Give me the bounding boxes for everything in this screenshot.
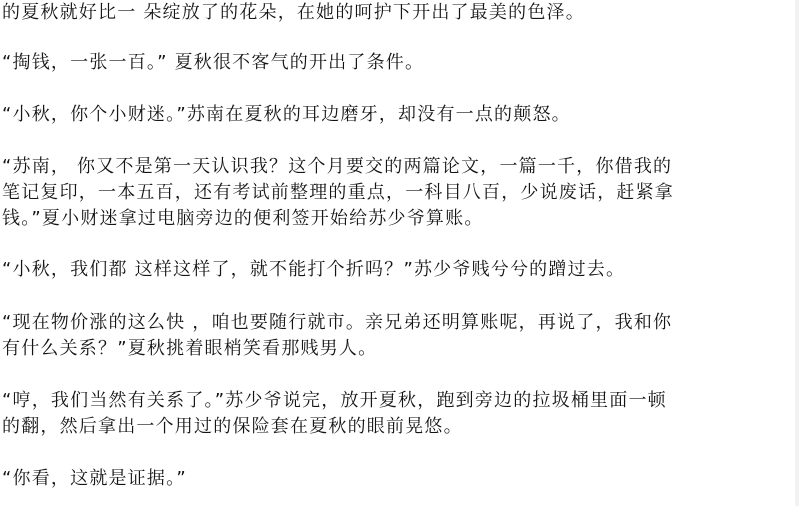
text-line: “小秋，你个小财迷。”苏南在夏秋的耳边磨牙，却没有一点的颠怒。 [2,104,571,125]
paragraph-3 [2,102,571,128]
text-line: 钱。”夏小财迷拿过电脑旁边的便利签开始给苏少爷算账。 [2,208,484,229]
text-line: “掏钱，一张一百。” 夏秋很不客气的开出了条件。 [2,52,425,73]
paragraph-5 [2,257,625,283]
text-line: “小秋，我们都 这样这样了，就不能打个折吗？”苏少爷贱兮兮的蹭过去。 [2,259,626,280]
text-line: “现在物价涨的这么快 ，咱也要随行就市。亲兄弟还明算账呢，再说了，我和你 [2,312,673,333]
text-line: 的翻，然后拿出一个用过的保险套在夏秋的眼前晃悠。 [2,416,463,437]
paragraph-1 [2,0,585,26]
paragraph-7 [2,388,667,440]
text-line: 笔记复印，一本五百，还有考试前整理的重点，一科目八百，少说废话，赶紧拿 [2,182,674,203]
paragraph-8 [2,466,187,492]
text-line: 的夏秋就好比一 朵绽放了的花朵，在她的呵护下开出了最美的色泽。 [2,2,585,23]
text-line: 有什么关系？”夏秋挑着眼梢笑看那贱男人。 [2,338,378,359]
document-body [2,0,794,506]
text-line: “哼，我们当然有关系了。”苏少爷说完，放开夏秋，跑到旁边的拉圾桶里面一顿 [2,390,667,411]
text-line: “苏南， 你又不是第一天认识我？这个月要交的两篇论文，一篇一千，你借我的 [2,156,673,177]
paragraph-2 [2,50,424,76]
scrollbar-track[interactable] [795,0,799,506]
paragraph-6 [2,310,672,362]
text-line: “你看，这就是证据。” [2,468,187,489]
paragraph-4 [2,154,674,232]
